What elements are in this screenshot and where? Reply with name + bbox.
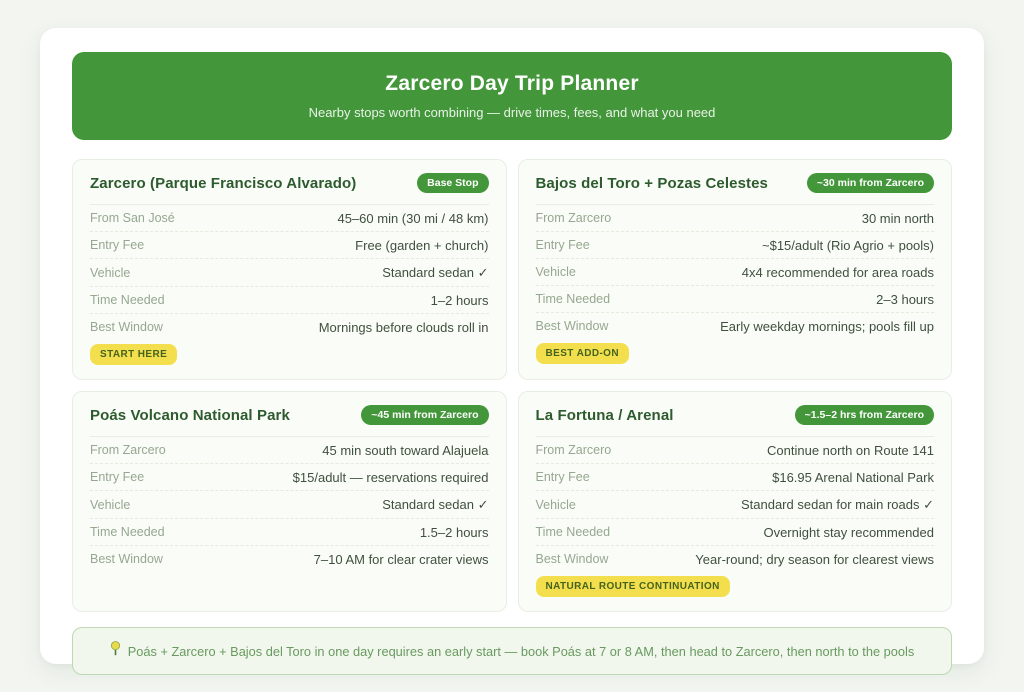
info-row-value: Free (garden + church) (355, 237, 489, 253)
trip-card-rows (90, 437, 489, 572)
trip-card-rows (536, 437, 935, 572)
info-row-label: From San José (90, 211, 175, 225)
info-row-value: 45 min south toward Alajuela (322, 442, 489, 458)
trip-card-header (536, 392, 935, 437)
drive-time-badge: ~45 min from Zarcero (361, 405, 488, 425)
info-row-value: Overnight stay recommended (763, 524, 934, 540)
info-row-value: Mornings before clouds roll in (318, 319, 489, 335)
info-row-label: Time Needed (90, 293, 165, 307)
info-row (536, 313, 935, 339)
info-row (90, 491, 489, 519)
info-row (536, 546, 935, 572)
trip-card (518, 391, 953, 612)
info-row (536, 205, 935, 232)
drive-time-badge: ~30 min from Zarcero (807, 173, 934, 193)
info-row-label: Vehicle (90, 497, 131, 512)
info-row (90, 546, 489, 572)
info-row-value: $16.95 Arenal National Park (772, 469, 934, 485)
highlight-tag: NATURAL ROUTE CONTINUATION (536, 576, 730, 597)
info-row-value: Standard sedan ✓ (382, 264, 489, 280)
cards-grid (72, 159, 952, 612)
info-row (536, 286, 935, 313)
info-row (536, 464, 935, 491)
trip-card (72, 391, 507, 612)
page-container (40, 28, 984, 664)
info-row-label: Time Needed (535, 292, 611, 306)
drive-time-badge: ~1.5–2 hrs from Zarcero (795, 405, 934, 425)
info-row-value: 45–60 min (30 mi / 48 km) (337, 210, 489, 226)
info-row (536, 491, 935, 519)
info-row (90, 437, 489, 464)
trip-card-title: Poás Volcano National Park (90, 406, 290, 424)
info-row-label: Entry Fee (90, 470, 145, 484)
highlight-tag: BEST ADD-ON (536, 343, 629, 364)
info-row (90, 259, 489, 287)
info-row-value: Early weekday mornings; pools fill up (720, 318, 934, 334)
info-row (90, 287, 489, 314)
info-row (90, 205, 489, 232)
hero-banner (72, 52, 952, 140)
info-row-value: 1–2 hours (430, 292, 489, 308)
info-row (90, 519, 489, 546)
info-row-value: Continue north on Route 141 (767, 442, 934, 458)
info-row (90, 232, 489, 259)
trip-card-header (90, 392, 489, 437)
info-row-label: Entry Fee (535, 470, 590, 484)
info-row-label: Vehicle (535, 265, 576, 279)
page-title: Zarcero Day Trip Planner (385, 72, 639, 95)
info-row (536, 232, 935, 259)
info-row (536, 437, 935, 464)
trip-card-header (536, 160, 935, 205)
highlight-tag: START HERE (90, 344, 177, 365)
info-row-label: From Zarcero (535, 211, 612, 225)
info-row-value: Standard sedan ✓ (382, 496, 489, 512)
info-row (536, 259, 935, 286)
pushpin-icon (110, 641, 121, 661)
info-row-label: Vehicle (535, 497, 576, 512)
info-row-label: Best Window (535, 552, 609, 566)
info-row-value: 7–10 AM for clear crater views (313, 551, 489, 567)
info-row-label: From Zarcero (535, 443, 612, 457)
info-row-value: 30 min north (861, 210, 934, 226)
trip-card-title: Zarcero (Parque Francisco Alvarado) (90, 174, 357, 192)
info-row-value: 4x4 recommended for area roads (741, 264, 934, 280)
info-row-value: Year-round; dry season for clearest views (695, 551, 934, 567)
trip-card-title: Bajos del Toro + Pozas Celestes (535, 174, 768, 192)
info-row-label: Entry Fee (535, 238, 590, 252)
info-row-label: Time Needed (90, 525, 165, 539)
info-row-label: Entry Fee (90, 238, 145, 252)
planner-note (72, 627, 952, 675)
info-row (536, 519, 935, 546)
info-row-label: Vehicle (90, 265, 131, 280)
drive-time-badge: Base Stop (417, 173, 488, 193)
info-row-label: Best Window (535, 319, 609, 333)
info-row-label: Best Window (90, 552, 163, 566)
trip-card-header (90, 160, 489, 205)
info-row (90, 314, 489, 340)
info-row-value: $15/adult — reservations required (292, 469, 489, 485)
info-row-value: Standard sedan for main roads ✓ (740, 496, 934, 512)
trip-card (72, 159, 507, 380)
trip-card-rows (90, 205, 489, 340)
info-row-label: From Zarcero (90, 443, 166, 457)
info-row (90, 464, 489, 491)
trip-card (518, 159, 953, 380)
note-text: Poás + Zarcero + Bajos del Toro in one day requires an early start — book Poás at 7 or 8 AM, then head to Zarcero, then north to the pools (127, 643, 915, 659)
trip-card-rows (536, 205, 935, 339)
info-row-label: Time Needed (535, 525, 611, 539)
page-subtitle: Nearby stops worth combining — drive times, fees, and what you need (308, 105, 716, 120)
info-row-value: 2–3 hours (876, 291, 934, 307)
info-row-value: ~$15/adult (Rio Agrio + pools) (762, 237, 934, 253)
info-row-value: 1.5–2 hours (419, 524, 489, 540)
trip-card-title: La Fortuna / Arenal (535, 406, 674, 424)
info-row-label: Best Window (90, 320, 163, 334)
